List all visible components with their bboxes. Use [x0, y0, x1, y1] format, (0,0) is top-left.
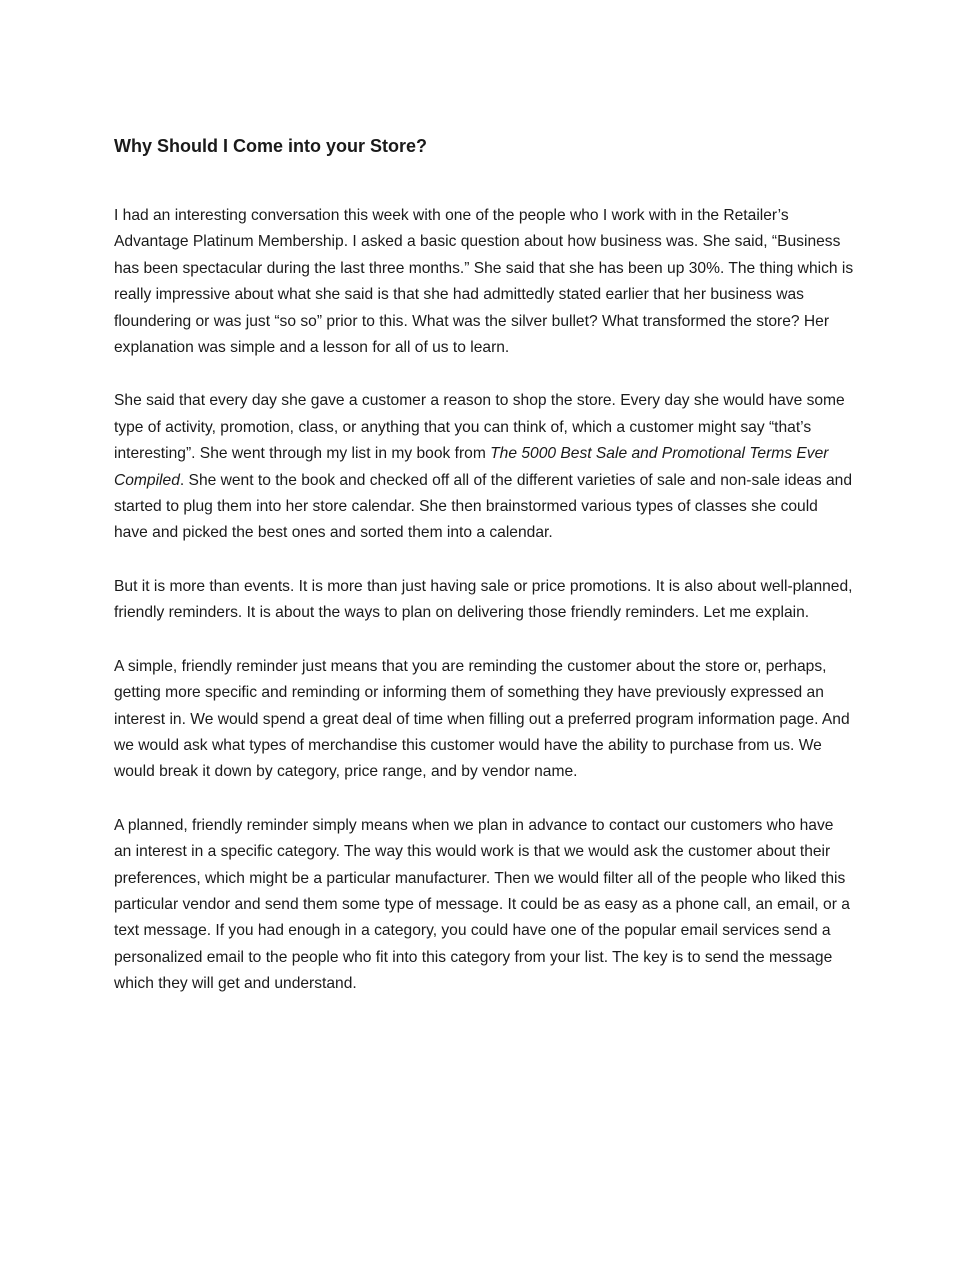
- page-title: Why Should I Come into your Store?: [114, 136, 427, 156]
- paragraph-1: I had an interesting conversation this week with one of the people who I work with in the Retailer’s Advantage Platinum Membership. I asked a basic question about how business was. She said, “Business has been spectacular during the last three months.” She said that she has been up 30%. The thing which is really impressive about what she said is that she had admittedly stated earlier that her business was floundering or was just “so so” prior to this. What was the silver bullet? What transformed the store? Her explanation was simple and a lesson for all of us to learn.: [114, 207, 854, 357]
- book-title-italic: The 5000 Best Sale and Promotional Terms Ever Compiled: [114, 445, 829, 489]
- paragraph-5: A planned, friendly reminder simply means when we plan in advance to contact our customers who have an interest in a specific category. The way this would work is that we would ask the customer about their preferences, which might be a particular manufacturer. Then we would filter all of the people who liked this particular vendor and send them some type of message. It could be as easy as a phone call, an email, or a text message. If you had enough in a category, you could have one of the popular email services send a personalized email to the people who fit into this category from your list. The key is to send the message which they will get and understand.: [114, 816, 850, 993]
- paragraph-2-text-before: She said that every day she gave a customer a reason to shop the store. Every day she would have some type of activity, promotion, class, or anything that you can think of, which a customer might say “that’s interesting”. She went through my list in my book from: [114, 392, 845, 463]
- paragraph-2: [114, 388, 854, 546]
- document-body: [114, 133, 854, 1025]
- paragraph-4: A simple, friendly reminder just means that you are reminding the customer about the store or, perhaps, getting more specific and reminding or informing them of something they have previously expressed an interest in. We would spend a great deal of time when filling out a preferred program information page. And we would ask what types of merchandise this customer would have the ability to purchase from us. We would break it down by category, price range, and by vendor name.: [114, 657, 850, 781]
- paragraph-3: But it is more than events. It is more than just having sale or price promotions. It is also about well-planned, friendly reminders. It is about the ways to plan on delivering those friendly reminders. Let me explain.: [114, 577, 853, 622]
- paragraph-2-text-after: . She went to the book and checked off all of the different varieties of sale and non-sale ideas and started to plug them into her store calendar. She then brainstormed various types of classes she could have and picked the best ones and sorted them into a calendar.: [114, 471, 853, 542]
